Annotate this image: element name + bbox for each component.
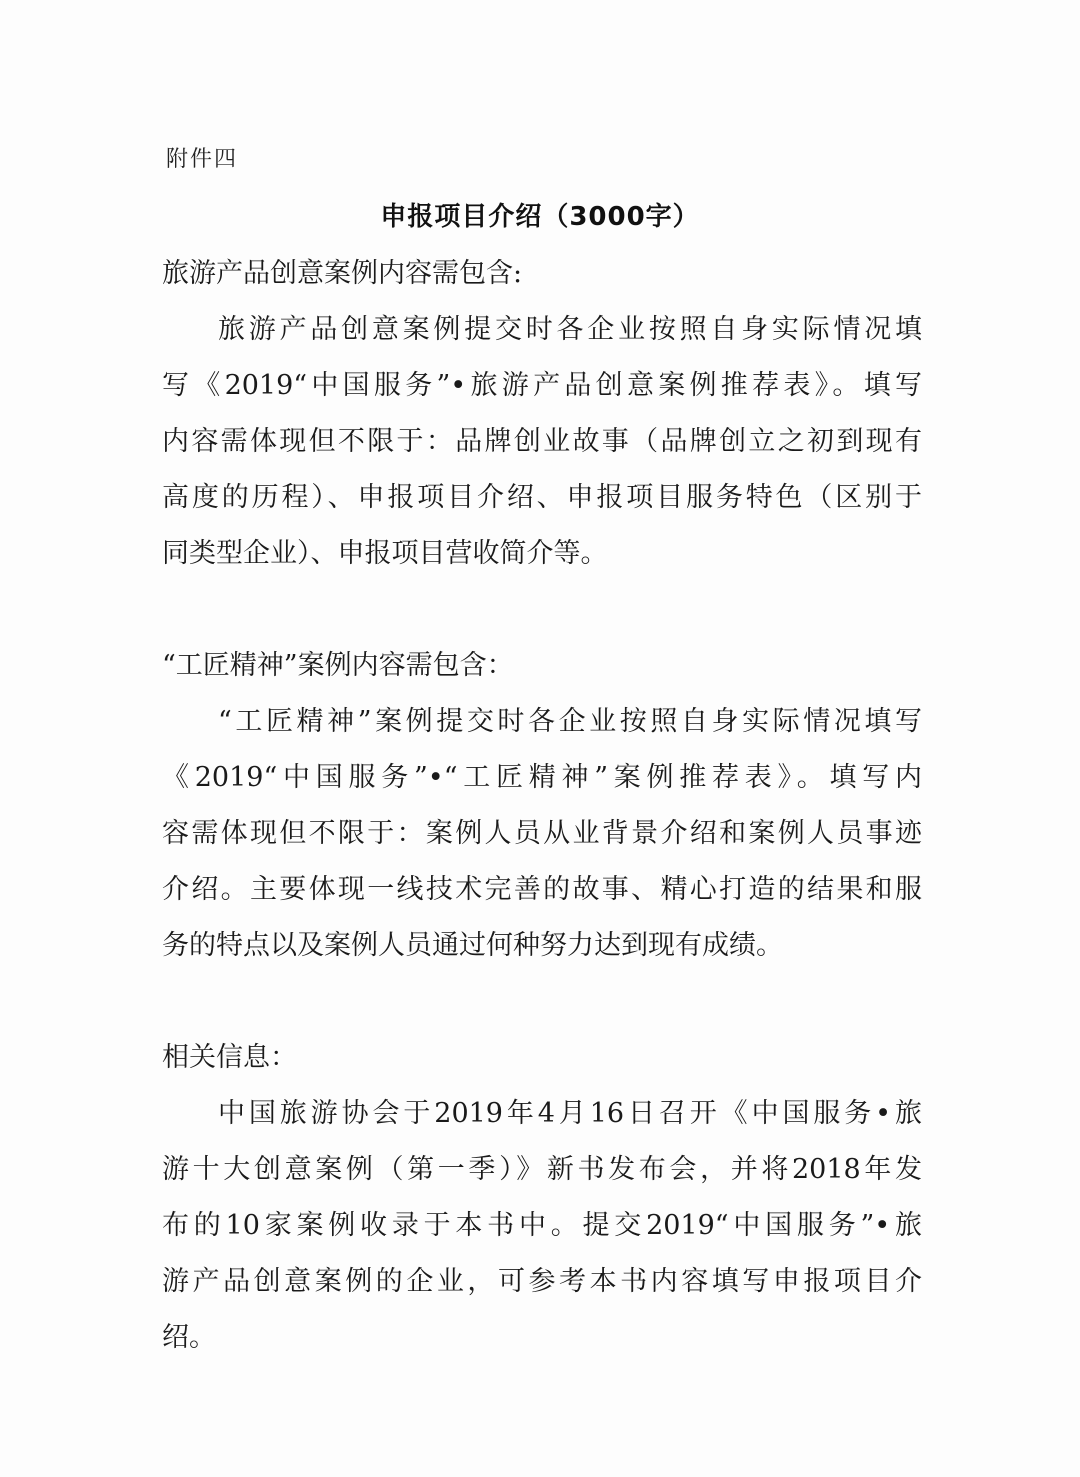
paragraph-line: 务的特点以及案例人员通过何种努力达到现有成绩。	[162, 930, 783, 961]
paragraph-line: 同类型企业）、申报项目营收简介等。	[162, 538, 608, 569]
paragraph-line: “工匠精神”案例提交时各企业按照自身实际情况填写	[218, 706, 922, 737]
attachment-label: 附件四	[166, 147, 239, 172]
paragraph-line: 绍。	[162, 1322, 216, 1353]
paragraph-line: 中国旅游协会于2019年4月16日召开《中国服务•旅	[218, 1098, 922, 1129]
paragraph-line: 内容需体现但不限于：品牌创业故事（品牌创立之初到现有	[162, 426, 922, 457]
paragraph-line: 旅游产品创意案例提交时各企业按照自身实际情况填	[218, 314, 922, 345]
section-heading: 旅游产品创意案例内容需包含:	[162, 258, 523, 289]
paragraph-line: 写《2019“中国服务”•旅游产品创意案例推荐表》。填写	[162, 370, 922, 401]
paragraph-line: 介绍。主要体现一线技术完善的故事、精心打造的结果和服	[162, 874, 922, 905]
paragraph-line: 《2019“中国服务”•“工匠精神”案例推荐表》。填写内	[162, 762, 922, 793]
document-title: 申报项目介绍（3000字）	[380, 202, 700, 232]
section-product-creative-case	[162, 246, 922, 582]
section-related-info	[162, 1030, 922, 1366]
paragraph-line: 布的10家案例收录于本书中。提交2019“中国服务”•旅	[162, 1210, 922, 1241]
paragraph-line: 容需体现但不限于：案例人员从业背景介绍和案例人员事迹	[162, 818, 922, 849]
section-heading: “工匠精神”案例内容需包含：	[162, 650, 514, 681]
section-heading: 相关信息：	[162, 1042, 297, 1073]
paragraph-line: 游十大创意案例（第一季）》新书发布会，并将2018年发	[162, 1154, 922, 1185]
paragraph-line: 高度的历程）、申报项目介绍、申报项目服务特色（区别于	[162, 482, 922, 513]
section-craftsmanship-case	[162, 638, 922, 974]
paragraph-line: 游产品创意案例的企业，可参考本书内容填写申报项目介	[162, 1266, 922, 1297]
